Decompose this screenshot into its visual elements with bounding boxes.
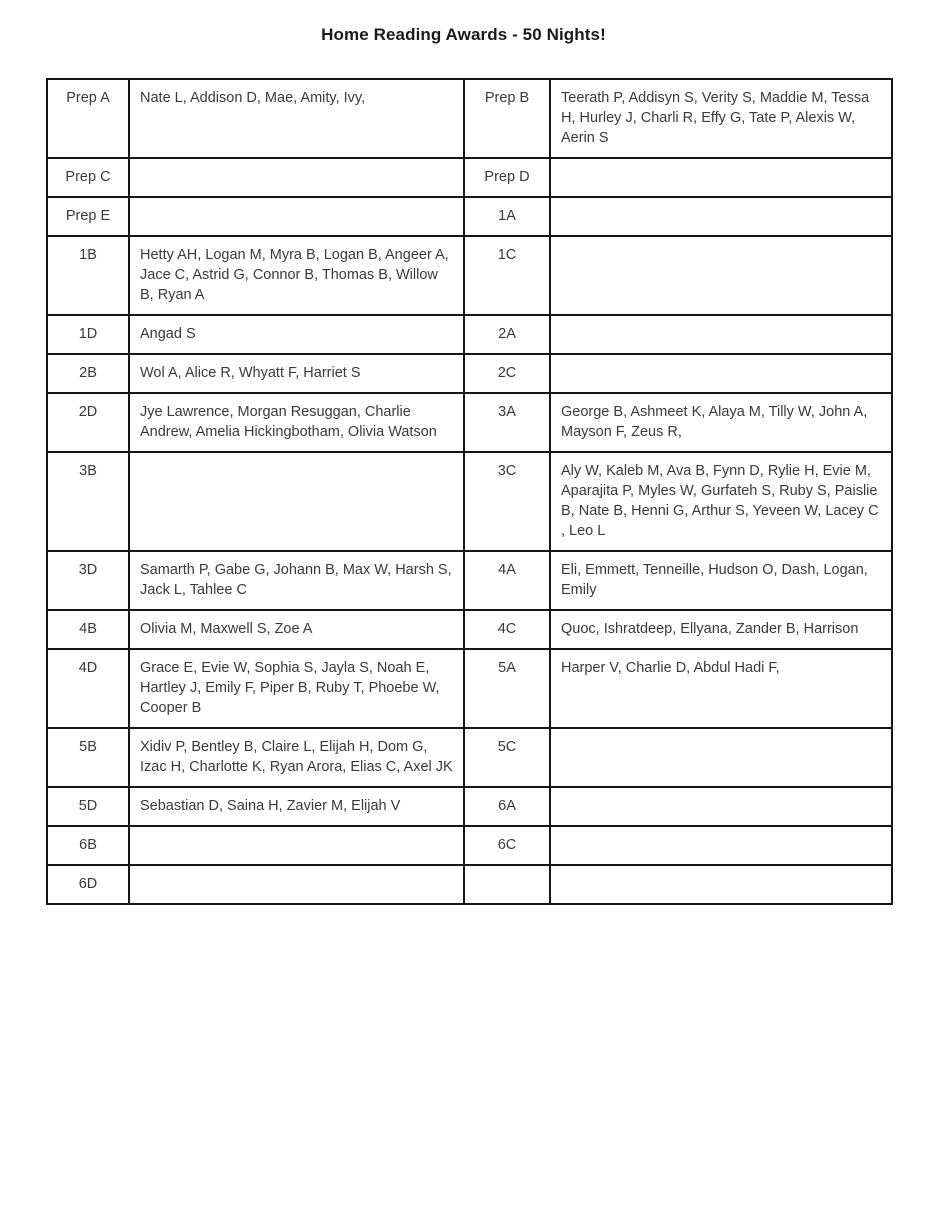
names-left [129,865,464,904]
class-label-left: 3B [47,452,129,551]
class-label-right: 5C [464,728,550,787]
class-label-left: 1B [47,236,129,315]
class-label-right: 3A [464,393,550,452]
table-row [47,197,892,236]
class-label-left: 4B [47,610,129,649]
table-row [47,728,892,787]
table-row [47,354,892,393]
names-right [550,197,892,236]
class-label-left: 5D [47,787,129,826]
names-left: Sebastian D, Saina H, Zavier M, Elijah V [129,787,464,826]
table-row [47,551,892,610]
table-row [47,610,892,649]
page-title: Home Reading Awards - 50 Nights! [321,25,606,44]
names-left [129,452,464,551]
class-label-left: 5B [47,728,129,787]
class-label-left: 2B [47,354,129,393]
names-right [550,728,892,787]
names-right [550,354,892,393]
names-left: Hetty AH, Logan M, Myra B, Logan B, Angeer A, Jace C, Astrid G, Connor B, Thomas B, Willow B, Ryan A [129,236,464,315]
names-right [550,865,892,904]
class-label-left: 2D [47,393,129,452]
class-label-right: 4C [464,610,550,649]
class-label-right: 3C [464,452,550,551]
names-right: Harper V, Charlie D, Abdul Hadi F, [550,649,892,728]
awards-table [46,78,893,905]
table-row [47,865,892,904]
table-row [47,315,892,354]
table-row [47,158,892,197]
class-label-left: 4D [47,649,129,728]
table-row [47,393,892,452]
class-label-left: 6D [47,865,129,904]
names-left [129,197,464,236]
names-right [550,158,892,197]
names-left: Nate L, Addison D, Mae, Amity, Ivy, [129,79,464,158]
class-label-right: Prep B [464,79,550,158]
names-right: George B, Ashmeet K, Alaya M, Tilly W, John A, Mayson F, Zeus R, [550,393,892,452]
class-label-left: 3D [47,551,129,610]
class-label-right [464,865,550,904]
names-left: Wol A, Alice R, Whyatt F, Harriet S [129,354,464,393]
table-row [47,79,892,158]
names-right: Teerath P, Addisyn S, Verity S, Maddie M, Tessa H, Hurley J, Charli R, Effy G, Tate P, Alexis W, Aerin S [550,79,892,158]
class-label-left: 1D [47,315,129,354]
names-left: Xidiv P, Bentley B, Claire L, Elijah H, Dom G, Izac H, Charlotte K, Ryan Arora, Elias C, Axel JK [129,728,464,787]
class-label-right: 5A [464,649,550,728]
names-left: Olivia M, Maxwell S, Zoe A [129,610,464,649]
table-row [47,236,892,315]
class-label-right: 6C [464,826,550,865]
names-left: Jye Lawrence, Morgan Resuggan, Charlie Andrew, Amelia Hickingbotham, Olivia Watson [129,393,464,452]
names-right: Quoc, Ishratdeep, Ellyana, Zander B, Harrison [550,610,892,649]
names-right [550,315,892,354]
names-left [129,826,464,865]
class-label-left: 6B [47,826,129,865]
names-right [550,826,892,865]
class-label-right: Prep D [464,158,550,197]
class-label-right: 1A [464,197,550,236]
class-label-right: 6A [464,787,550,826]
class-label-right: 1C [464,236,550,315]
table-row [47,787,892,826]
class-label-right: 4A [464,551,550,610]
class-label-left: Prep C [47,158,129,197]
names-left [129,158,464,197]
class-label-right: 2C [464,354,550,393]
names-left: Angad S [129,315,464,354]
table-row [47,452,892,551]
table-row [47,826,892,865]
names-right [550,787,892,826]
names-right [550,236,892,315]
class-label-left: Prep E [47,197,129,236]
class-label-right: 2A [464,315,550,354]
table-row [47,649,892,728]
awards-table-body [47,79,892,904]
class-label-left: Prep A [47,79,129,158]
names-right: Eli, Emmett, Tenneille, Hudson O, Dash, Logan, Emily [550,551,892,610]
names-left: Grace E, Evie W, Sophia S, Jayla S, Noah E, Hartley J, Emily F, Piper B, Ruby T, Phoebe W, Cooper B [129,649,464,728]
names-right: Aly W, Kaleb M, Ava B, Fynn D, Rylie H, Evie M, Aparajita P, Myles W, Gurfateh S, Ruby S, Paislie B, Nate B, Henni G, Arthur S, Yeveen W, Lacey C , Leo L [550,452,892,551]
names-left: Samarth P, Gabe G, Johann B, Max W, Harsh S, Jack L, Tahlee C [129,551,464,610]
